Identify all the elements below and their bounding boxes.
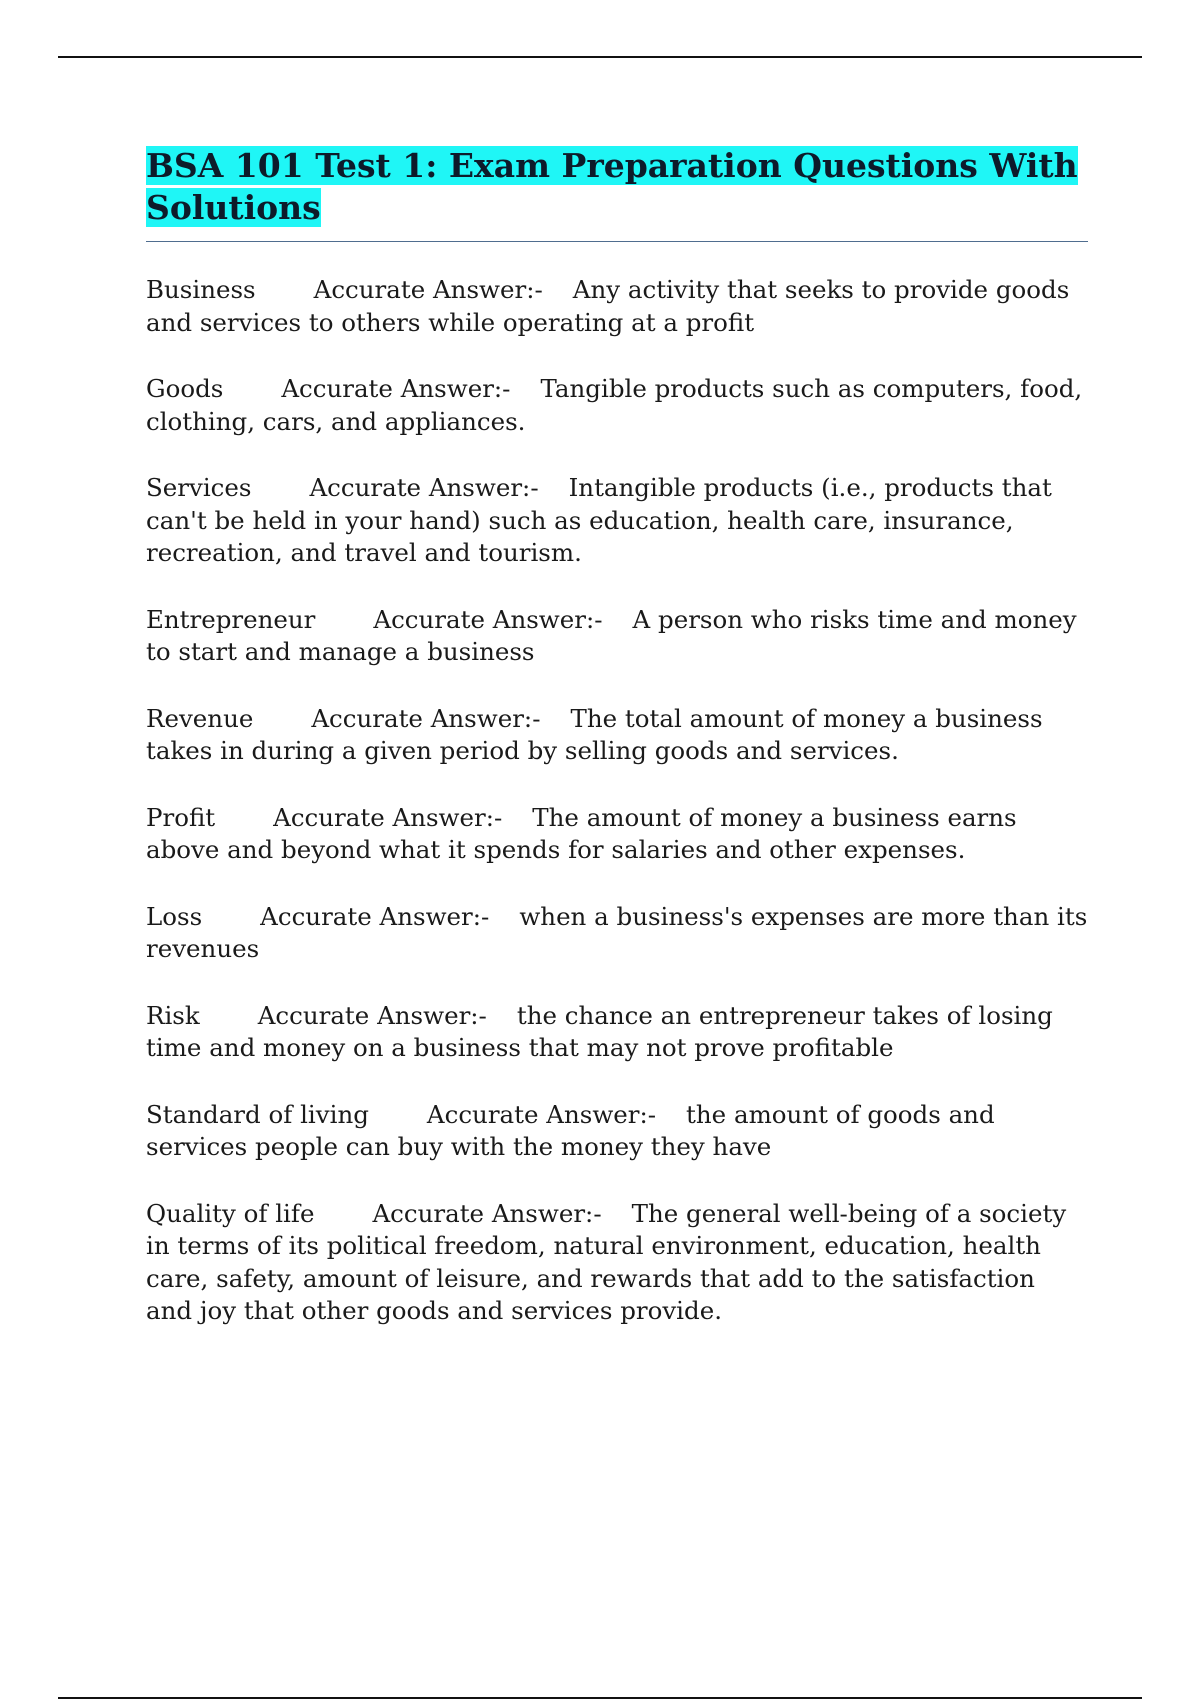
qa-term: Profit [146, 802, 216, 832]
qa-item [146, 373, 1088, 438]
qa-answer-prefix: Accurate Answer:- [311, 703, 541, 733]
qa-answer-prefix: Accurate Answer:- [373, 604, 603, 634]
qa-answer: the amount of goods and services people can buy with the money they have [146, 1099, 995, 1161]
qa-term: Revenue [146, 703, 254, 733]
qa-answer-prefix: Accurate Answer:- [309, 473, 539, 502]
qa-term: Business [146, 275, 256, 304]
qa-term: Risk [146, 1000, 200, 1030]
qa-term: Quality of life [146, 1198, 315, 1228]
qa-item [146, 1099, 1088, 1164]
qa-term: Goods [146, 374, 224, 403]
qa-item [146, 472, 1088, 570]
qa-answer-prefix: Accurate Answer:- [313, 275, 543, 304]
qa-list [146, 274, 1088, 1328]
qa-item [146, 703, 1088, 768]
document-title-text: BSA 101 Test 1: Exam Preparation Questions With Solutions [146, 146, 1078, 227]
qa-answer: Tangible products such as computers, food, clothing, cars, and appliances. [146, 374, 1083, 436]
qa-item [146, 1000, 1088, 1065]
qa-item [146, 1198, 1088, 1328]
qa-term: Loss [146, 901, 203, 931]
qa-answer-prefix: Accurate Answer:- [281, 374, 511, 403]
page-top-rule [58, 56, 1142, 58]
document-title [146, 145, 1088, 229]
document-body [146, 145, 1088, 1362]
qa-term: Services [146, 473, 252, 502]
qa-answer: the chance an entrepreneur takes of losing time and money on a business that may not prove profitable [146, 1000, 1053, 1062]
qa-answer: when a business's expenses are more than its revenues [146, 901, 1088, 963]
qa-answer: The amount of money a business earns above and beyond what it spends for salaries and other expenses. [146, 802, 1017, 864]
title-underline [146, 241, 1088, 242]
qa-answer: Any activity that seeks to provide goods and services to others while operating at a profit [146, 275, 1070, 337]
qa-answer-prefix: Accurate Answer:- [426, 1099, 657, 1129]
qa-answer: The general well-being of a society in terms of its political freedom, natural environment, education, health care, safety, amount of leisure, and rewards that add to the satisfaction and joy that other goods and services provide. [146, 1198, 1067, 1325]
qa-answer: A person who risks time and money to start and manage a business [146, 604, 1077, 666]
qa-item [146, 901, 1088, 966]
qa-answer: Intangible products (i.e., products that can't be held in your hand) such as education, health care, insurance, recreation, and travel and tourism. [146, 473, 1052, 567]
qa-item [146, 274, 1088, 339]
qa-answer-prefix: Accurate Answer:- [372, 1198, 602, 1228]
qa-item [146, 604, 1088, 669]
qa-term: Standard of living [146, 1099, 369, 1129]
page-bottom-rule [58, 1697, 1142, 1699]
qa-item [146, 802, 1088, 867]
qa-answer-prefix: Accurate Answer:- [273, 802, 503, 832]
qa-answer: The total amount of money a business takes in during a given period by selling goods and services. [146, 703, 1043, 765]
qa-answer-prefix: Accurate Answer:- [260, 901, 490, 931]
qa-answer-prefix: Accurate Answer:- [257, 1000, 487, 1030]
qa-term: Entrepreneur [146, 604, 316, 634]
